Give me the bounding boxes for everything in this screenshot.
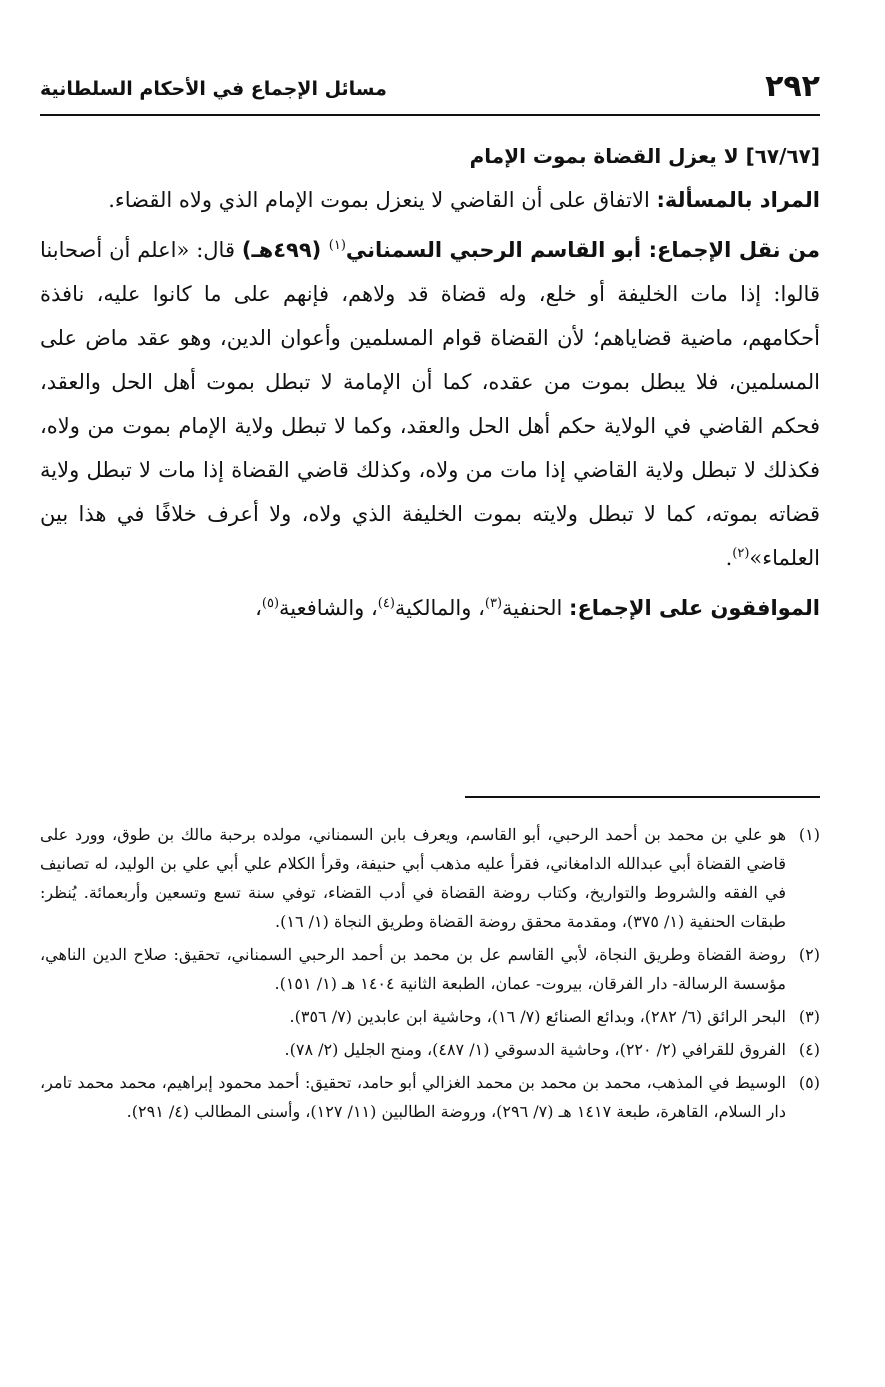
footnote-text: روضة القضاة وطريق النجاة، لأبي القاسم عل بن محمد بن أحمد الرحبي السمناني، تحقيق: صلاح الدين الناهي، مؤسسة الرسالة- دار الفرقان، بيروت- عمان، الطبعة الثانية ١٤٠٤ هـ (١/ ١٥١). [40, 945, 786, 993]
transmitter-name: أبو القاسم الرحبي السمناني [345, 238, 649, 262]
meaning-label: المراد بالمسألة: [656, 188, 820, 212]
footnote [40, 1068, 820, 1126]
paragraph-agreeing [40, 586, 820, 630]
section-title: [٦٧/٦٧] لا يعزل القضاة بموت الإمام [469, 144, 820, 168]
transmitter-end: . [725, 546, 733, 570]
running-title: مسائل الإجماع في الأحكام السلطانية [40, 78, 387, 100]
footnote-ref-1: (١) [328, 238, 346, 253]
footnotes [40, 820, 820, 1130]
page-header [40, 62, 820, 108]
header-rule [40, 114, 820, 116]
footnote-ref-5: (٥) [261, 596, 280, 611]
footnote-ref-2: (٢) [732, 546, 750, 561]
footnote-number: (٥) [798, 1073, 820, 1092]
page-number: ٢٩٢ [765, 69, 820, 104]
transmitter-quote: قال: «اعلم أن أصحابنا قالوا: إذا مات الخليفة أو خلع، وله قضاة قد ولاهم، فإنهم على ما كانوا عليه، نافذة أحكامهم، ماضية قضاياهم؛ لأن القضاة قوام المسلمين وأعوان الدين، وهو عقد ماض على المسلمين، فلا يبطل بموت من عقده، كما أن الإمامة لا تبطل بموت أهل الحل والعقد، فحكم القاضي في الولاية حكم أهل الحل والعقد، وكما لا تبطل ولاية الإمام بموت من ولاه، فكذلك لا تبطل ولاية القاضي إذا مات من ولاه، وكذلك قاضي القضاة إذا مات لا تبطل ولاية قضاته بموته، كما لا تبطل ولايته بموت الخليفة الذي ولاه، ولا أعرف خلافًا في هذا بين العلماء» [40, 238, 820, 570]
footnote-text: الفروق للقرافي (٢/ ٢٢٠)، وحاشية الدسوقي (١/ ٤٨٧)، ومنح الجليل (٢/ ٧٨). [284, 1040, 786, 1059]
transmitter-date: (٤٩٩هـ) [241, 238, 329, 262]
footnote [40, 820, 820, 936]
footnote-number: (٣) [798, 1007, 820, 1026]
footnote-separator [465, 796, 820, 798]
main-text [40, 136, 820, 636]
footnote-number: (١) [798, 825, 820, 844]
paragraph-meaning [40, 178, 820, 222]
footnote [40, 1035, 820, 1064]
footnote-ref-3: (٣) [484, 596, 503, 611]
paragraph-transmitter [40, 228, 820, 580]
agreeing-maliki: ، والمالكية [394, 596, 485, 620]
footnote-text: الوسيط في المذهب، محمد بن محمد بن محمد الغزالي أبو حامد، تحقيق: أحمد محمود إبراهيم، محمد محمد تامر، دار السلام، القاهرة، طبعة ١٤١٧ هـ (٧/ ٢٩٦)، وروضة الطالبين (١١/ ١٢٧)، وأسنى المطالب (٤/ ٢٩١). [40, 1073, 787, 1121]
footnote-number: (٤) [798, 1040, 820, 1059]
agreeing-hanafi: الحنفية [502, 596, 570, 620]
footnote-text: هو علي بن محمد بن أحمد الرحبي، أبو القاسم، ويعرف بابن السمناني، مولده برحبة مالك بن طوق، وورد على قاضي القضاة أبي عبدالله الدامغاني، فقرأ عليه مذهب أبي حنيفة، وقرأ الكلام علي أبي علي بن الوليد، له تصانيف في الفقه والشروط والتواريخ، وكتاب روضة القضاة في أدب القضاء، توفي سنة تسع وتسعين وأربعمائة. يُنظر: طبقات الحنفية (١/ ٣٧٥)، ومقدمة محقق روضة القضاة وطريق النجاة (١/ ١٦). [40, 825, 786, 931]
footnote-ref-4: (٤) [377, 596, 395, 611]
footnote [40, 1002, 820, 1031]
agreeing-end: ، [255, 596, 262, 620]
meaning-text: الاتفاق على أن القاضي لا ينعزل بموت الإمام الذي ولاه القضاء. [108, 188, 657, 212]
footnote [40, 940, 820, 998]
agreeing-shafii: ، والشافعية [279, 596, 378, 620]
footnote-number: (٢) [798, 945, 820, 964]
footnote-text: البحر الرائق (٦/ ٢٨٢)، وبدائع الصنائع (٧/ ١٦)، وحاشية ابن عابدين (٧/ ٣٥٦). [289, 1007, 786, 1026]
agreeing-label: الموافقون على الإجماع: [569, 596, 820, 620]
book-page [40, 0, 820, 1387]
transmitter-label: من نقل الإجماع: [648, 238, 820, 262]
